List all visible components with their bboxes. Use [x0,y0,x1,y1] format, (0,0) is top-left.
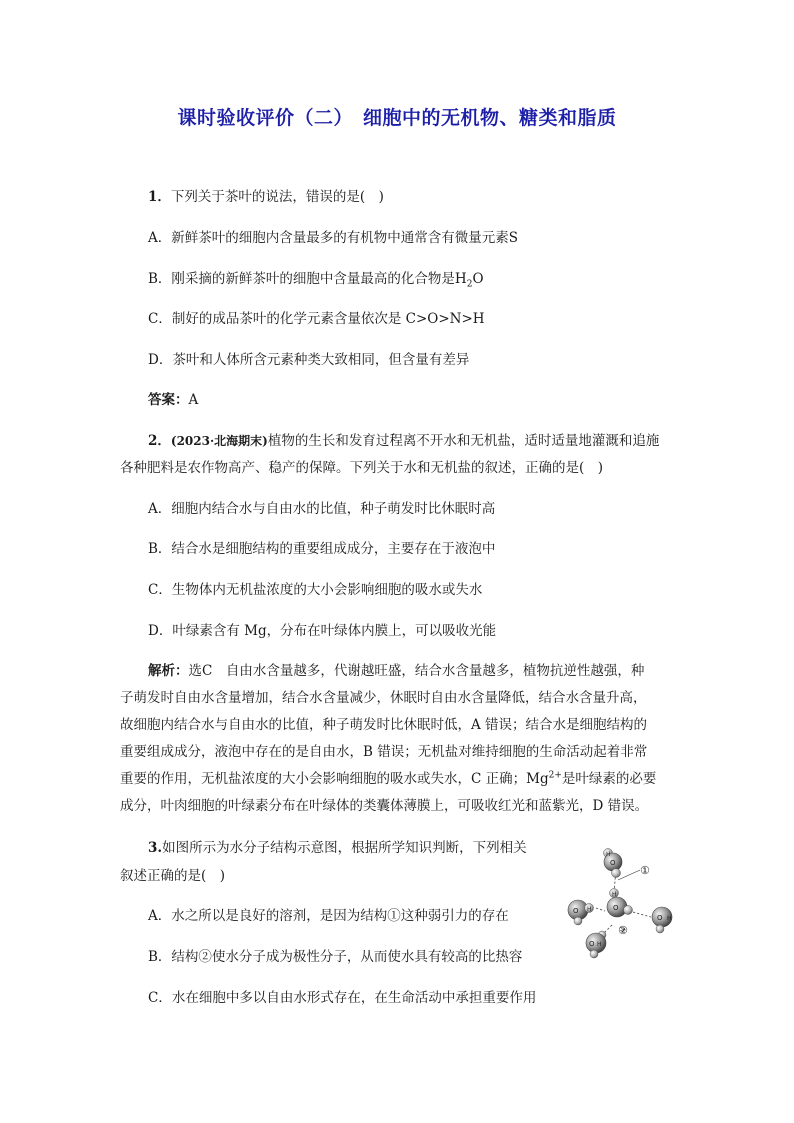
question-2-stem-line-1: 2．(2023·北海期末)植物的生长和发育过程离不开水和无机盐，适时适量地灌溉和追施 [148,433,660,449]
question-2-analysis-line-4: 重要组成成分，液泡中存在的是自由水，B 错误；无机盐对维持细胞的生命活动起着非常 [120,744,648,760]
question-2-stem-line-2: 各种肥料是农作物高产、稳产的保障。下列关于水和无机盐的叙述，正确的是( ) [120,460,604,476]
svg-text:H: H [587,906,592,913]
question-2-analysis-line-3: 故细胞内结合水与自由水的比值，种子萌发时比休眠时低，A 错误；结合水是细胞结构的 [120,717,648,733]
question-1-answer: 答案：A [148,392,199,408]
question-2-analysis-line-6: 成分，叶肉细胞的叶绿素分布在叶绿体的类囊体薄膜上，可吸收红光和蓝紫光，D 错误。 [120,798,649,814]
question-3-option-b: B．结构②使水分子成为极性分子，从而使水具有较高的比热容 [148,949,523,965]
page-title: 课时验收评价（二） 细胞中的无机物、糖类和脂质 [177,107,617,129]
question-3-option-c: C．水在细胞中多以自由水形式存在，在生命活动中承担重要作用 [148,990,537,1006]
question-3-option-a: A．水之所以是良好的溶剂，是因为结构①这种弱引力的存在 [148,908,509,924]
question-2-option-b: B．结合水是细胞结构的重要组成成分，主要存在于液泡中 [148,541,496,557]
svg-text:H: H [667,915,672,922]
question-2-analysis-line-2: 子萌发时自由水含量增加，结合水含量减少，休眠时自由水含量降低，结合水含量升高， [120,690,647,706]
atom-o-label: O [610,859,616,867]
svg-text:H: H [597,941,602,948]
question-1-number: 1． [148,189,171,205]
callout-line-1 [618,870,640,880]
question-2-analysis-line-1: 解析：选C 自由水含量越多，代谢越旺盛，结合水含量越多，植物抗逆性越强，种 [148,663,645,679]
water-molecule-bottom [586,931,606,958]
svg-text:H: H [612,891,617,898]
water-molecule-diagram [556,835,686,960]
label-structure-2: ② [618,924,628,937]
svg-text:O: O [613,904,619,912]
question-2-option-a: A．细胞内结合水与自由水的比值，种子萌发时比休眠时高 [148,501,496,517]
question-3-stem-line-2: 叙述正确的是( ) [120,868,226,884]
question-1-stem: 1．下列关于茶叶的说法，错误的是( ) [148,189,384,205]
water-molecule-top [604,849,623,878]
question-2-analysis-line-5: 重要的作用，无机盐浓度的大小会影响细胞的吸水或失水，C 正确；$Mg^{2+}$是叶绿素的必要 [120,770,657,787]
water-molecule-right [652,907,672,933]
svg-text:O: O [657,914,663,922]
question-2-source-tag: (2023·北海期末) [170,434,268,448]
question-3-stem-line-1: 3.如图所示为水分子结构示意图，根据所学知识判断，下列相关 [148,840,527,856]
question-1-option-b: B．刚采摘的新鲜茶叶的细胞中含量最高的化合物是$H_2O$ [148,271,484,290]
question-2-option-c: C．生物体内无机盐浓度的大小会影响细胞的吸水或失水 [148,582,483,598]
question-2-option-d: D．叶绿素含有 Mg，分布在叶绿体内膜上，可以吸收光能 [148,623,497,639]
svg-text:O: O [573,907,579,915]
svg-text:O: O [589,940,595,948]
water-molecule-left [568,900,594,925]
question-1-option-a: A．新鲜茶叶的细胞内含量最多的有机物中通常含有微量元素S [148,230,518,246]
question-1-option-c: C．制好的成品茶叶的化学元素含量依次是 C>O>N>H [148,311,485,327]
question-1-option-d: D．茶叶和人体所含元素种类大致相同，但含量有差异 [148,352,470,368]
atom-h-label: H [606,851,611,858]
water-molecule-center [607,889,633,918]
label-structure-1: ① [640,864,650,877]
